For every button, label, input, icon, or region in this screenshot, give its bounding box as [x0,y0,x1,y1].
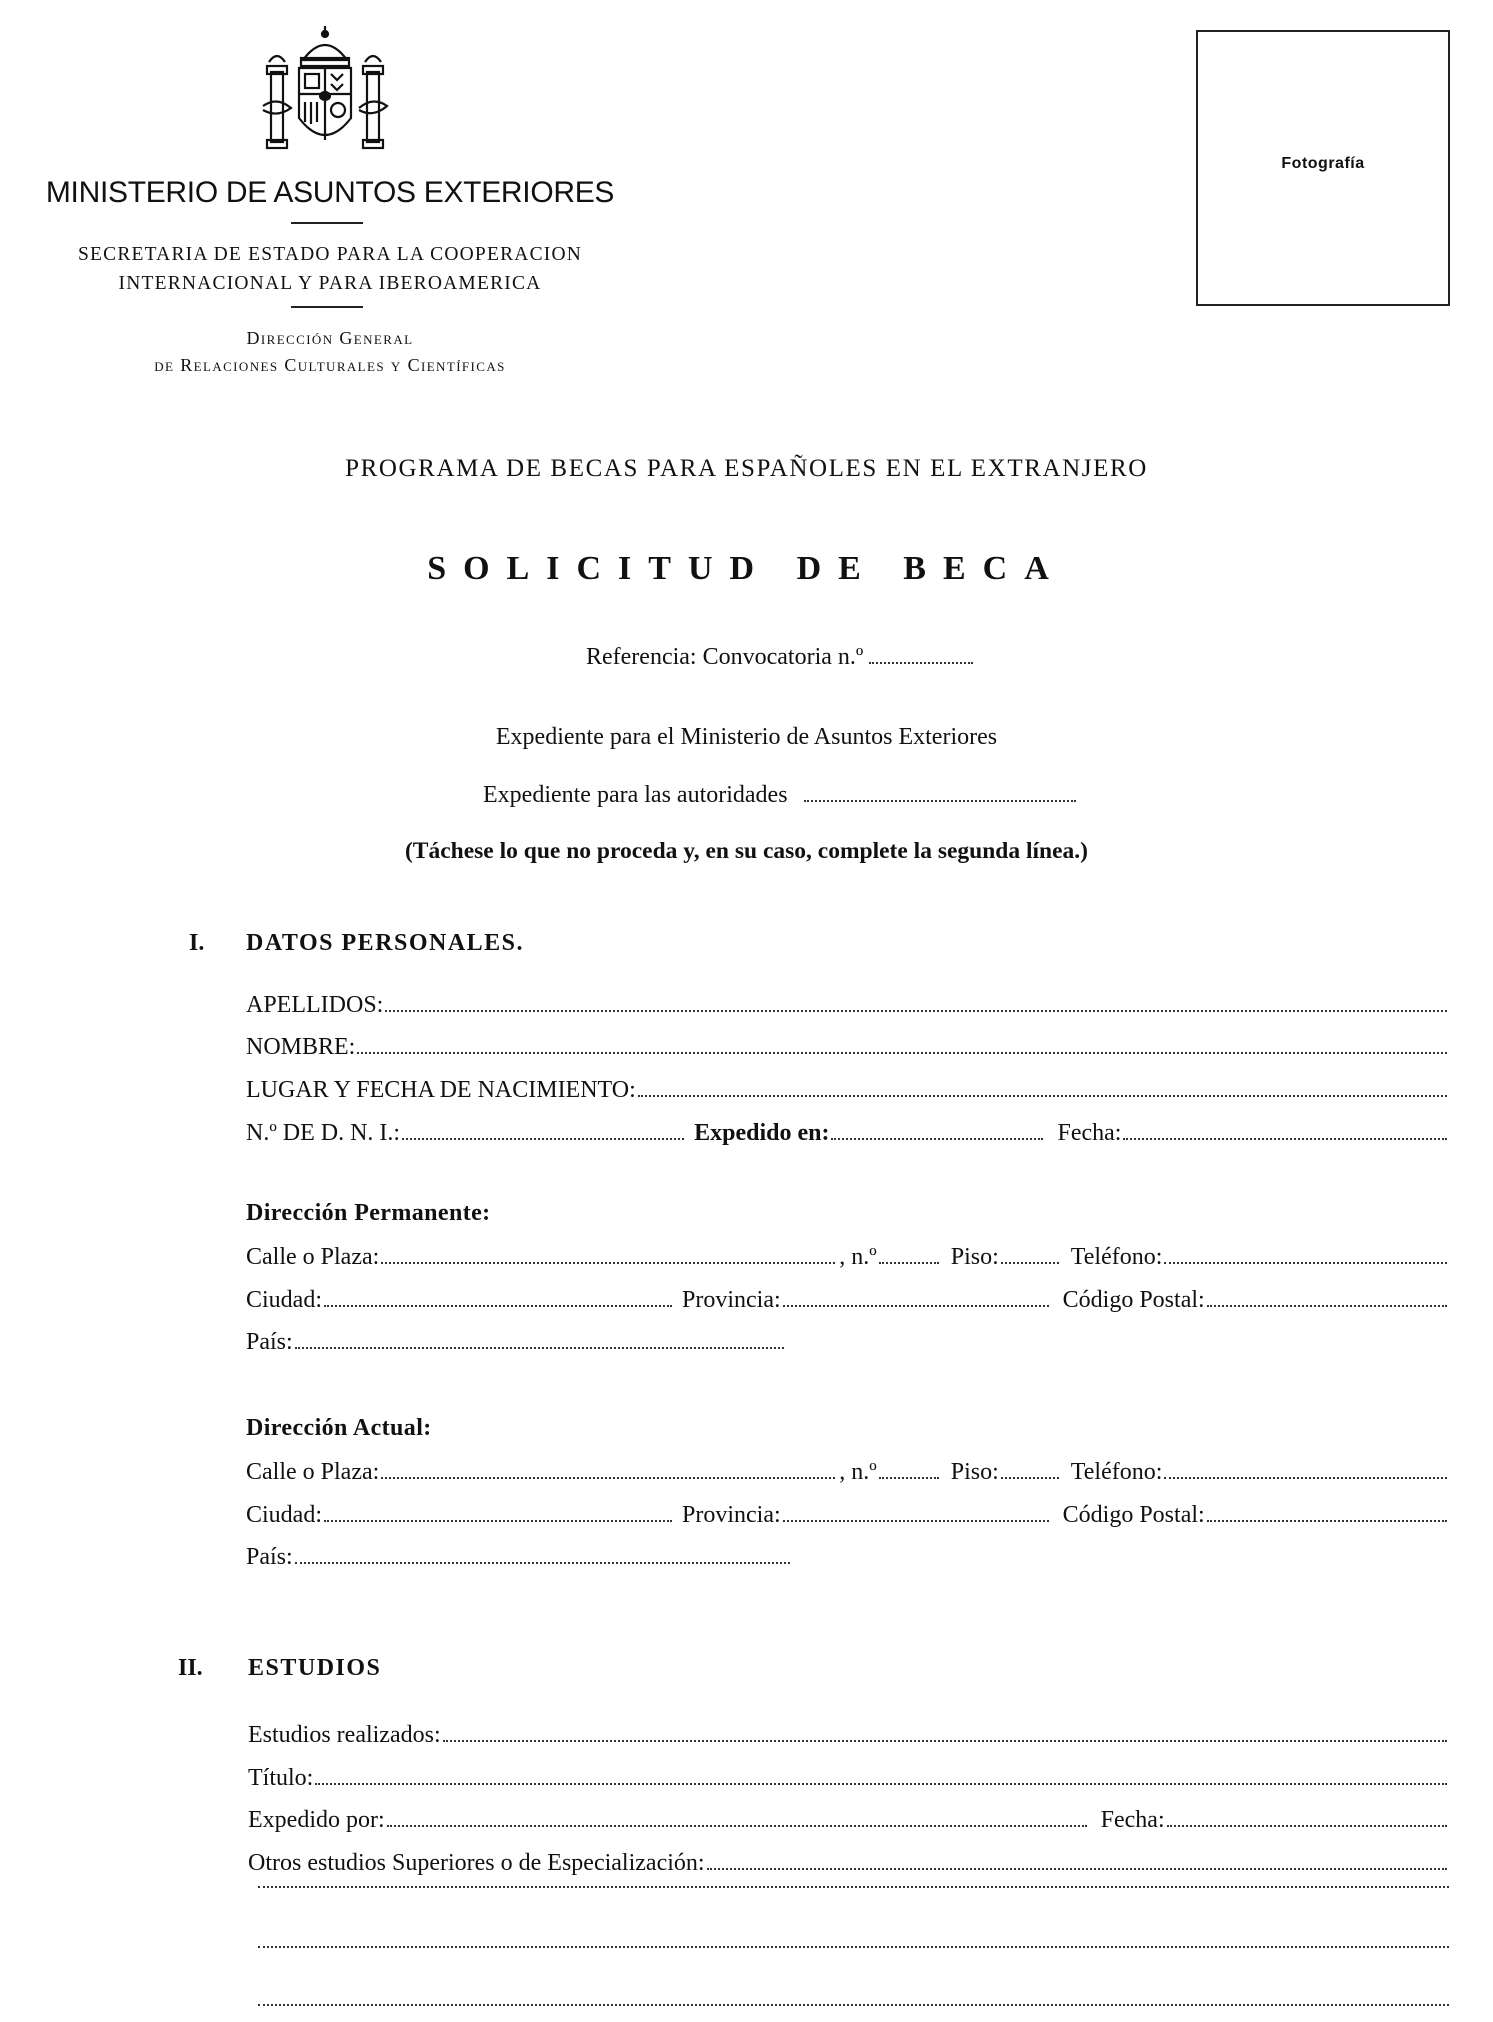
estudios-fecha-field[interactable] [1167,1807,1447,1827]
act-provincia-field[interactable] [783,1502,1049,1522]
perm-pais-label: País: [246,1329,293,1355]
section-1-number: I. [189,930,205,956]
expediente-autoridades-line[interactable] [483,780,1076,809]
ministry-name: MINISTERIO DE ASUNTOS EXTERIORES [45,176,615,209]
direccion-actual-heading: Dirección Actual: [246,1415,432,1441]
estudios-realizados-label: Estudios realizados: [248,1722,441,1748]
secretaria-name [40,240,620,298]
section-1-title: DATOS PERSONALES. [246,930,525,956]
reference-line [586,642,973,671]
act-numero-label: , n.º [839,1459,877,1485]
perm-calle-field[interactable] [381,1244,835,1264]
lugar-fecha-field[interactable] [638,1077,1447,1097]
act-ciudad-row [246,1502,1449,1532]
act-pais-row [246,1544,792,1574]
perm-cp-label: Código Postal: [1062,1287,1205,1313]
expedido-en-label: Expedido en: [694,1120,830,1146]
nombre-label: NOMBRE: [246,1034,356,1060]
coat-of-arms-emblem [255,22,395,162]
blank-line-field[interactable] [258,1946,1449,1948]
act-provincia-label: Provincia: [682,1502,781,1528]
perm-pais-row [246,1329,786,1359]
act-pais-field[interactable] [295,1544,790,1564]
perm-numero-label: , n.º [839,1244,877,1270]
estudios-fecha-label: Fecha: [1100,1807,1165,1833]
expediente-ministerio[interactable]: Expediente para el Ministerio de Asuntos Exteriores [495,724,998,750]
perm-telefono-field[interactable] [1164,1244,1447,1264]
dni-label: N.º DE D. N. I.: [246,1120,401,1146]
act-piso-label: Piso: [950,1459,999,1485]
nombre-row [246,1034,1449,1064]
perm-numero-field[interactable] [879,1244,939,1264]
act-ciudad-field[interactable] [324,1502,672,1522]
fecha-label: Fecha: [1057,1120,1122,1146]
act-ciudad-label: Ciudad: [246,1502,322,1528]
section-2-number: II. [178,1655,203,1681]
act-cp-field[interactable] [1207,1502,1447,1522]
estudios-realizados-row [248,1722,1449,1752]
perm-provincia-field[interactable] [783,1287,1049,1307]
perm-ciudad-field[interactable] [324,1287,672,1307]
perm-piso-field[interactable] [1001,1244,1059,1264]
dni-row [246,1120,1449,1150]
secretaria-line-1: SECRETARIA DE ESTADO PARA LA COOPERACION [77,244,583,265]
otros-estudios-row [248,1850,1449,1880]
titulo-label: Título: [248,1765,314,1791]
blank-line-field[interactable] [258,1886,1449,1888]
expediente-autoridades-label: Expediente para las autoridades [483,782,788,808]
perm-calle-row [246,1244,1449,1274]
perm-ciudad-label: Ciudad: [246,1287,322,1313]
divider-rule [291,222,363,224]
direccion-line-2: de Relaciones Culturales y Científicas [154,355,506,375]
photo-label: Fotografía [1281,155,1365,172]
photo-box[interactable] [1196,30,1450,306]
act-telefono-label: Teléfono: [1070,1459,1163,1485]
direccion-general-name [40,325,620,379]
perm-calle-label: Calle o Plaza: [246,1244,380,1270]
direccion-line-1: Dirección General [246,328,414,348]
act-cp-label: Código Postal: [1062,1502,1205,1528]
act-piso-field[interactable] [1001,1459,1059,1479]
expedido-por-row [248,1807,1449,1837]
otros-estudios-label: Otros estudios Superiores o de Especialización: [248,1850,705,1876]
apellidos-field[interactable] [385,992,1447,1012]
act-telefono-field[interactable] [1164,1459,1447,1479]
form-title: SOLICITUD DE BECA [427,550,1066,587]
expedido-en-field[interactable] [831,1120,1043,1140]
reference-number-field[interactable] [869,642,973,664]
instruction-note: (Táchese lo que no proceda y, en su caso, complete la segunda línea.) [404,838,1089,864]
expedido-por-label: Expedido por: [248,1807,385,1833]
perm-ciudad-row [246,1287,1449,1317]
divider-rule [291,306,363,308]
perm-pais-field[interactable] [295,1329,784,1349]
perm-telefono-label: Teléfono: [1070,1244,1163,1270]
program-heading: PROGRAMA DE BECAS PARA ESPAÑOLES EN EL EXTRANJERO [345,455,1148,482]
titulo-field[interactable] [315,1765,1447,1785]
direccion-permanente-heading: Dirección Permanente: [246,1200,491,1226]
lugar-fecha-label: LUGAR Y FECHA DE NACIMIENTO: [246,1077,636,1103]
apellidos-label: APELLIDOS: [246,992,384,1018]
secretaria-line-2: INTERNACIONAL Y PARA IBEROAMERICA [118,273,542,294]
perm-cp-field[interactable] [1207,1287,1447,1307]
section-2-title: ESTUDIOS [248,1655,382,1681]
fecha-field[interactable] [1123,1120,1447,1140]
lugar-fecha-row [246,1077,1449,1107]
act-calle-row [246,1459,1449,1489]
reference-label: Referencia: Convocatoria n.º [586,644,864,670]
act-numero-field[interactable] [879,1459,939,1479]
dni-field[interactable] [402,1120,684,1140]
perm-piso-label: Piso: [950,1244,999,1270]
nombre-field[interactable] [357,1034,1447,1054]
otros-estudios-field[interactable] [707,1850,1447,1870]
titulo-row [248,1765,1449,1795]
estudios-realizados-field[interactable] [443,1722,1447,1742]
act-calle-label: Calle o Plaza: [246,1459,380,1485]
act-pais-label: País: [246,1544,293,1570]
apellidos-row [246,992,1449,1022]
perm-provincia-label: Provincia: [682,1287,781,1313]
blank-line-field[interactable] [258,2004,1449,2006]
expediente-autoridades-field[interactable] [804,780,1076,802]
act-calle-field[interactable] [381,1459,835,1479]
expedido-por-field[interactable] [387,1807,1087,1827]
